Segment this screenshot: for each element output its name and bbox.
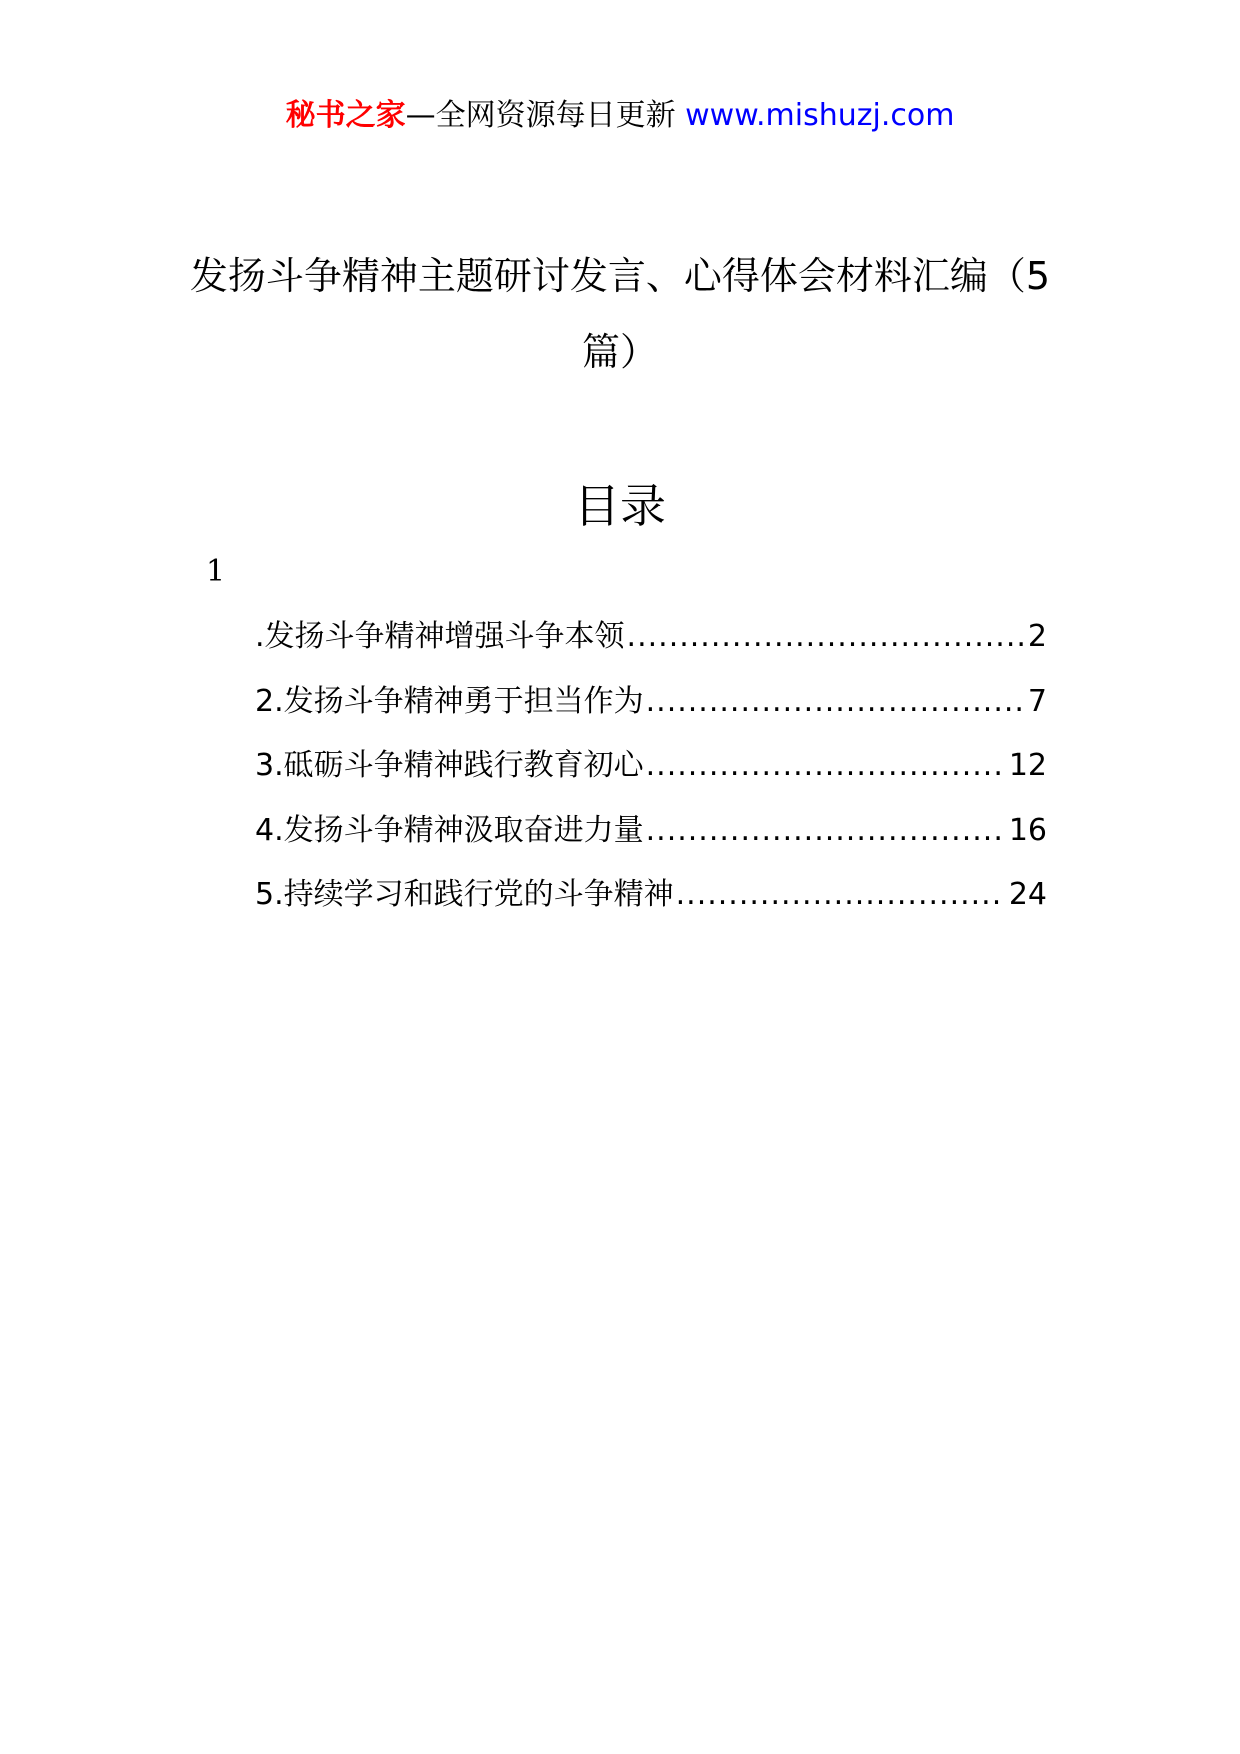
toc-entry[interactable] (255, 870, 1047, 935)
toc-entry[interactable] (255, 612, 1047, 677)
site-url-link[interactable]: www.mishuzj.com (685, 98, 955, 133)
toc-entry-page: 2 (1027, 619, 1047, 654)
site-header (0, 96, 1240, 136)
toc-list-marker: 1 (206, 554, 226, 589)
toc-heading: 目录 (574, 479, 666, 533)
toc-entry-page: 7 (1027, 683, 1047, 719)
toc-dot-leader (627, 612, 1024, 662)
toc-entry-label: 5.持续学习和践行党的斗争精神 (255, 877, 674, 912)
toc-entry[interactable] (255, 806, 1047, 871)
toc-entry-label: 4.发扬斗争精神汲取奋进力量 (255, 812, 644, 848)
toc-entry-label: 3.砥砺斗争精神践行教育初心 (255, 748, 644, 783)
toc-dot-leader (676, 870, 1005, 920)
toc-entry-label: .发扬斗争精神增强斗争本领 (255, 619, 625, 654)
toc-entry-label: 2.发扬斗争精神勇于担当作为 (255, 683, 644, 719)
site-tagline: —全网资源每日更新 (405, 98, 676, 133)
toc-entry[interactable] (255, 677, 1047, 742)
site-brand: 秘书之家 (285, 98, 406, 133)
toc-dot-leader (646, 677, 1024, 727)
toc-entry-page: 12 (1008, 748, 1047, 783)
table-of-contents (255, 612, 1047, 935)
toc-dot-leader (646, 806, 1005, 856)
toc-entry-page: 16 (1008, 812, 1047, 848)
toc-entry[interactable] (255, 741, 1047, 806)
toc-dot-leader (646, 741, 1005, 791)
toc-entry-page: 24 (1008, 877, 1047, 912)
document-title: 发扬斗争精神主题研讨发言、心得体会材料汇编（5 篇） (189, 254, 1051, 374)
